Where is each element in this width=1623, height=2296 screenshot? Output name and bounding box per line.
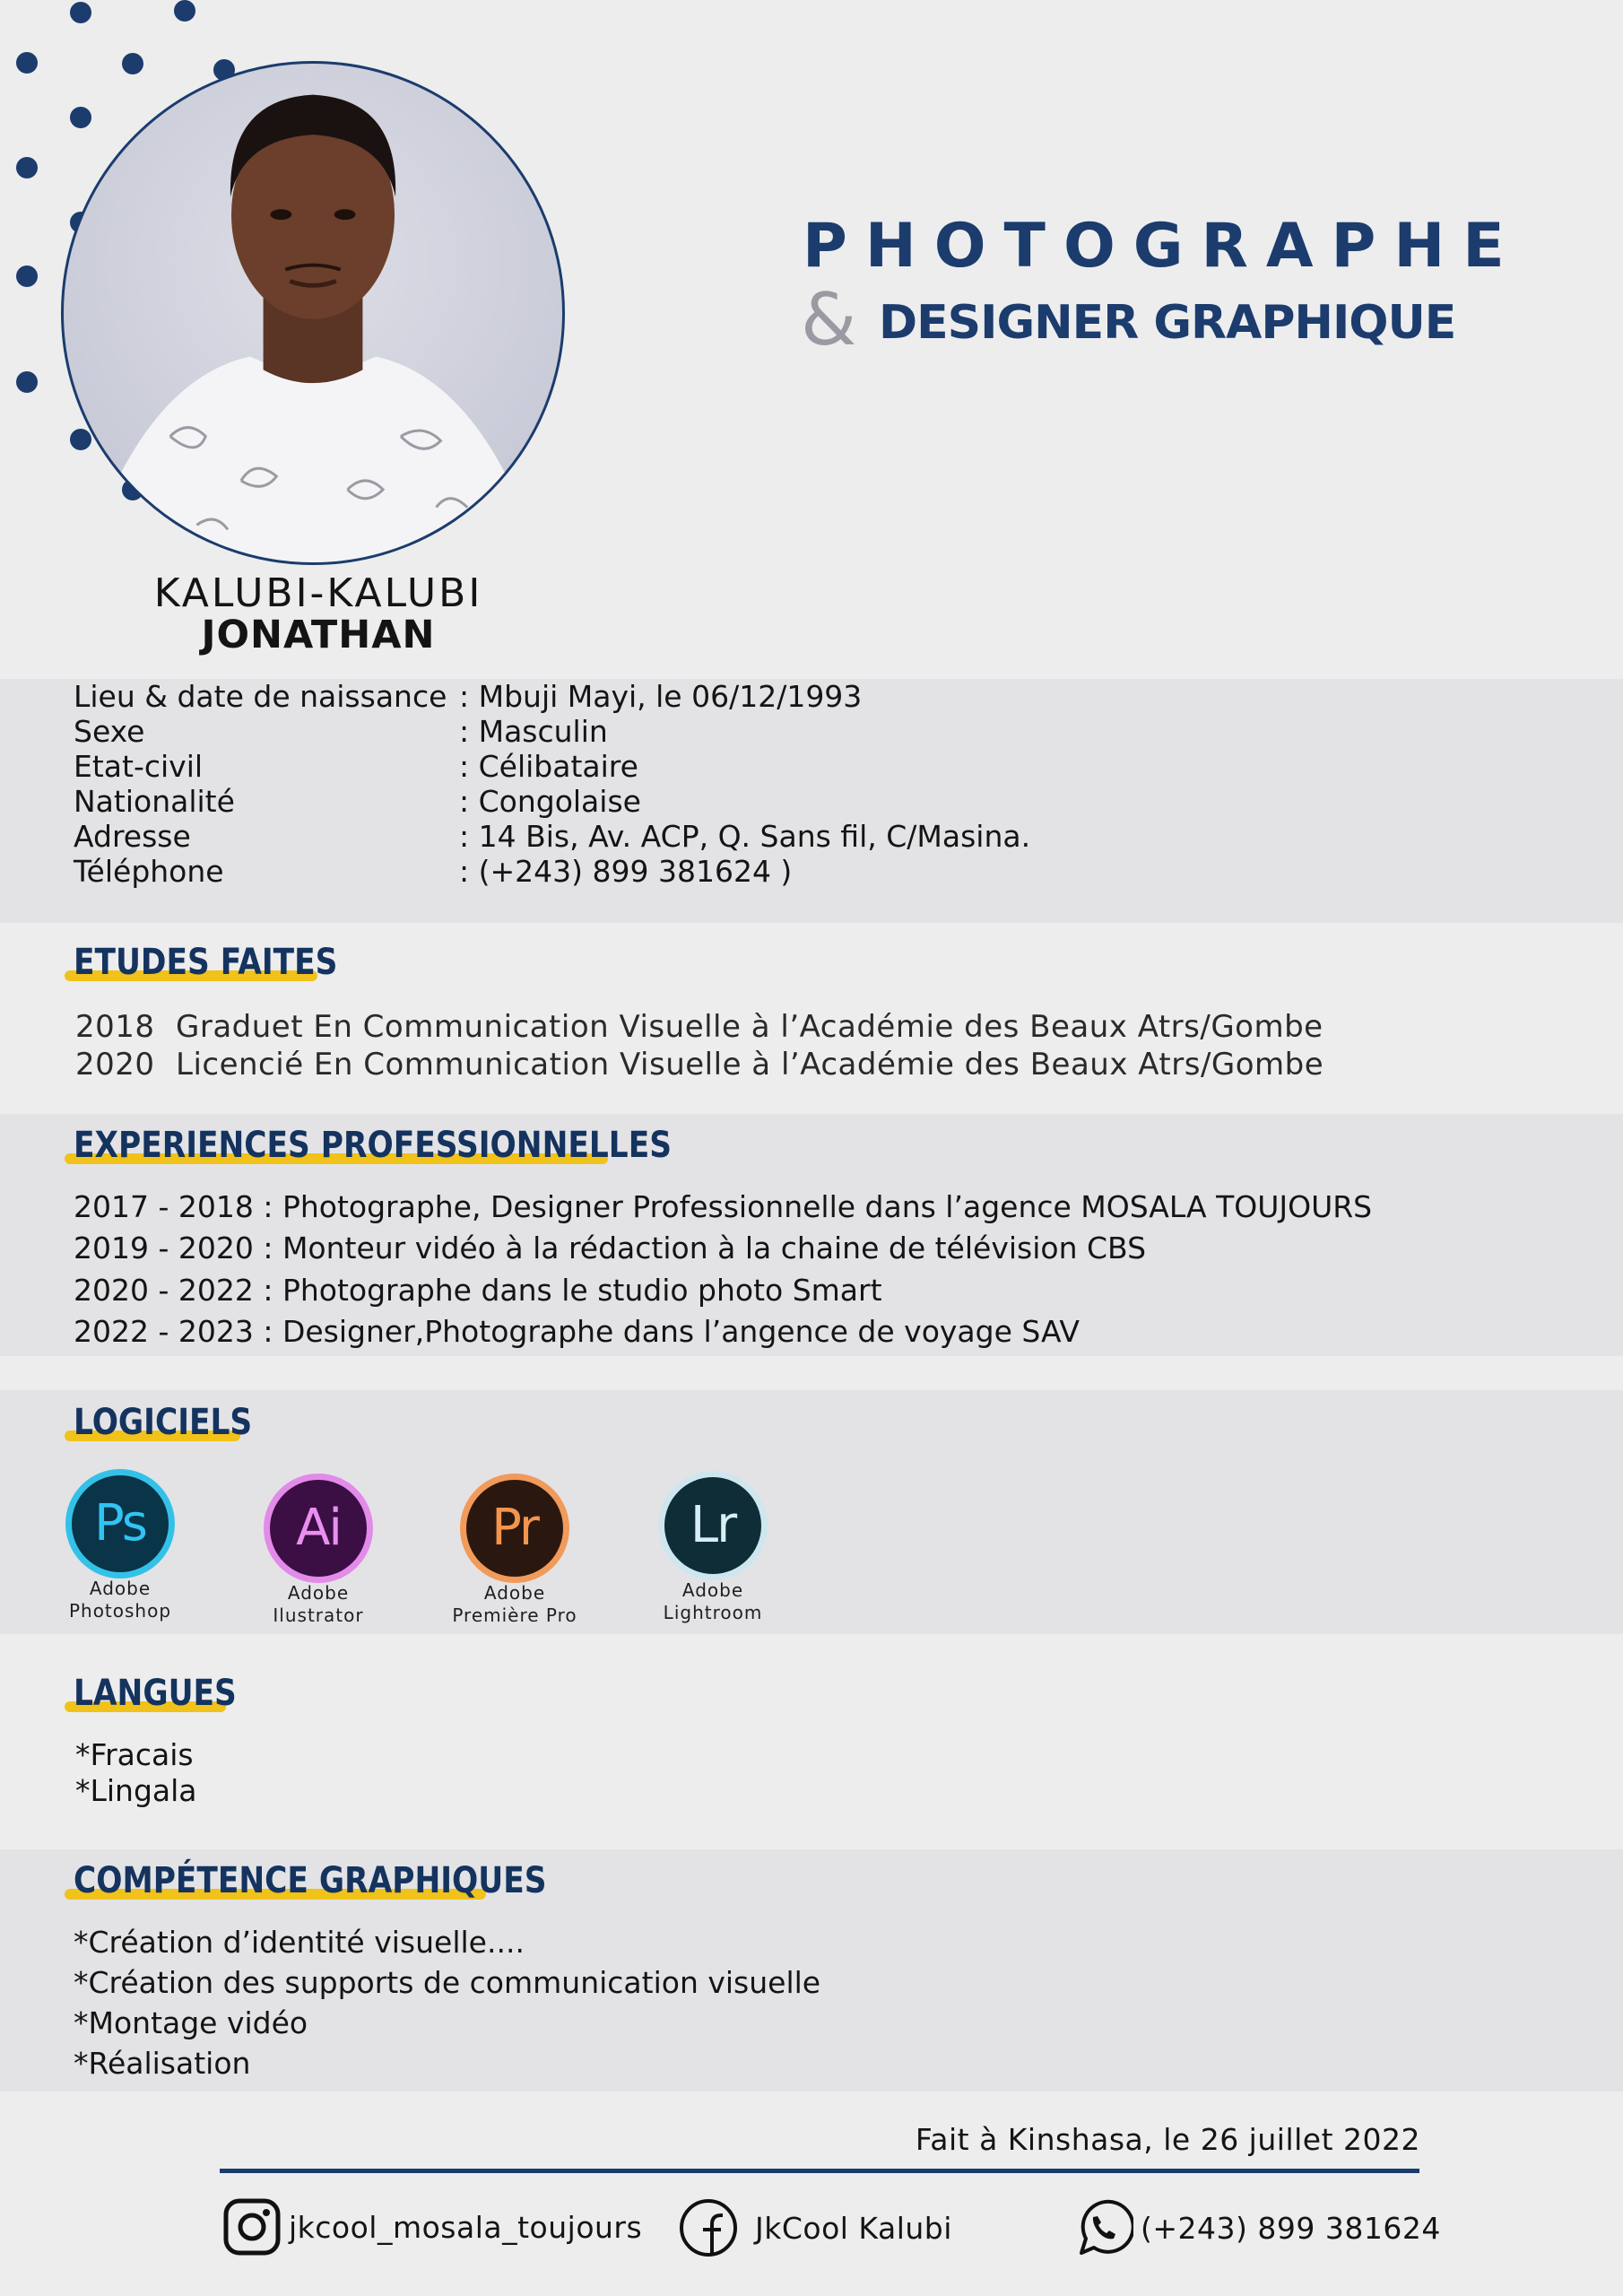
whatsapp-icon <box>1072 2197 1133 2258</box>
info-row-birth <box>74 679 862 714</box>
facebook-icon <box>678 2197 739 2258</box>
software-lightroom <box>632 1477 794 1624</box>
whatsapp-number: (+243) 899 381624 <box>1141 2210 1441 2246</box>
experience-item: 2019 - 2020 : Monteur vidéo à la rédaction à la chaine de télévision CBS <box>74 1231 1147 1265</box>
software-caption: Adobe Photoshop <box>68 1578 172 1622</box>
experience-item: 2020 - 2022 : Photographe dans le studio photo Smart <box>74 1273 882 1308</box>
photoshop-icon: Ps <box>72 1475 169 1572</box>
first-name: KALUBI-KALUBI <box>153 570 483 616</box>
experience-item: 2022 - 2023 : Designer,Photographe dans l’angence de voyage SAV <box>74 1314 1080 1349</box>
info-row-sex <box>74 714 608 749</box>
skills-heading: COMPÉTENCE GRAPHIQUES <box>74 1860 623 1901</box>
language-item: *Fracais <box>75 1737 194 1772</box>
software-premiere-pro <box>434 1480 595 1627</box>
software-caption: Adobe Ilustrator <box>273 1582 364 1626</box>
info-value: : Mbuji Mayi, le 06/12/1993 <box>459 679 863 714</box>
whatsapp-contact <box>1072 2197 1441 2258</box>
info-value: : Congolaise <box>459 784 641 819</box>
last-name: JONATHAN <box>201 613 436 657</box>
lightroom-icon: Lr <box>664 1477 761 1574</box>
software-caption: Adobe Lightroom <box>663 1579 763 1623</box>
software-heading: LOGICIELS <box>74 1402 282 1443</box>
info-row-phone <box>74 854 792 889</box>
info-label: Téléphone <box>74 854 224 889</box>
facebook-name: JkCool Kalubi <box>755 2210 952 2246</box>
education-heading: ETUDES FAITES <box>74 942 380 983</box>
software-illustrator <box>238 1480 399 1627</box>
illustrator-icon: Ai <box>270 1480 367 1577</box>
skill-item: *Création des supports de communication visuelle <box>74 1965 821 2000</box>
info-row-address <box>74 819 1030 854</box>
info-label: Adresse <box>74 819 191 854</box>
skill-item: *Création d’identité visuelle.... <box>74 1925 525 1960</box>
info-row-civil-status <box>74 749 638 784</box>
skill-item: *Montage vidéo <box>74 2005 308 2040</box>
language-item: *Lingala <box>75 1773 197 1808</box>
education-item: 2020 Licencié En Communication Visuelle à l’Académie des Beaux Atrs/Gombe <box>75 1047 1324 1083</box>
place-date: Fait à Kinshasa, le 26 juillet 2022 <box>915 2122 1420 2157</box>
languages-heading: LANGUES <box>74 1673 263 1714</box>
info-value: : 14 Bis, Av. ACP, Q. Sans fil, C/Masina. <box>459 819 1031 854</box>
info-label: Lieu & date de naissance <box>74 679 447 714</box>
footer-divider <box>220 2169 1419 2173</box>
skill-item: *Réalisation <box>74 2046 251 2081</box>
job-title-line2: DESIGNER GRAPHIQUE <box>879 296 1456 350</box>
instagram-contact <box>222 2197 642 2257</box>
instagram-icon <box>222 2197 282 2257</box>
info-row-nationality <box>74 784 641 819</box>
info-label: Etat-civil <box>74 749 204 784</box>
job-title-ampersand: & <box>801 278 857 361</box>
experience-heading: EXPERIENCES PROFESSIONNELLES <box>74 1125 769 1166</box>
education-item: 2018 Graduet En Communication Visuelle à l’Académie des Beaux Atrs/Gombe <box>75 1009 1324 1045</box>
instagram-handle: jkcool_mosala_toujours <box>289 2209 643 2245</box>
info-label: Sexe <box>74 714 145 749</box>
profile-photo <box>61 61 565 565</box>
info-value: : Masculin <box>459 714 608 749</box>
software-photoshop <box>39 1475 201 1622</box>
facebook-contact <box>678 2197 952 2258</box>
job-title-line1: PHOTOGRAPHE <box>803 211 1523 282</box>
info-value: : Célibataire <box>459 749 638 784</box>
premiere-pro-icon: Pr <box>466 1480 563 1577</box>
software-caption: Adobe Première Pro <box>452 1582 577 1626</box>
info-label: Nationalité <box>74 784 235 819</box>
info-value: : (+243) 899 381624 ) <box>459 854 793 889</box>
experience-item: 2017 - 2018 : Photographe, Designer Professionnelle dans l’agence MOSALA TOUJOURS <box>74 1189 1373 1224</box>
